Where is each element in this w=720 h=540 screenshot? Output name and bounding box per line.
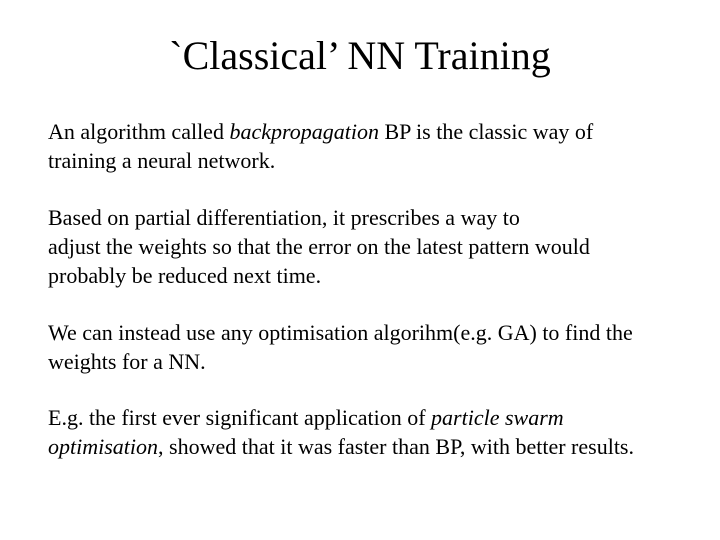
emphasis-particle-swarm: particle swarm [431,405,564,430]
text-run: , showed that it was faster than BP, with better results. [158,434,634,459]
paragraph-particle-swarm [48,403,708,461]
text-run: BP is the classic way of [378,119,594,144]
text-run: E.g. the first ever significant application of [48,405,432,430]
text-run: An algorithm called [48,119,230,144]
emphasis-backpropagation: backpropagation [229,119,379,144]
paragraph-line: weights for a NN. [48,349,206,374]
paragraph-line [48,432,708,461]
paragraph-backpropagation [48,117,708,175]
paragraph-line: We can instead use any optimisation algorihm(e.g. GA) to find the [48,320,633,345]
paragraph-line [48,117,708,146]
paragraph-line [48,403,708,432]
paragraph-line: adjust the weights so that the error on the latest pattern would [48,234,590,259]
paragraph-line: probably be reduced next time. [48,263,322,288]
paragraph-optimisation-algorithm [48,318,708,376]
paragraph-partial-differentiation [48,203,708,290]
emphasis-optimisation: optimisation [48,434,159,459]
paragraph-line: Based on partial differentiation, it prescribes a way to [48,205,520,230]
slide-title: `Classical’ NN Training [169,33,551,78]
paragraph-line: training a neural network. [48,148,276,173]
